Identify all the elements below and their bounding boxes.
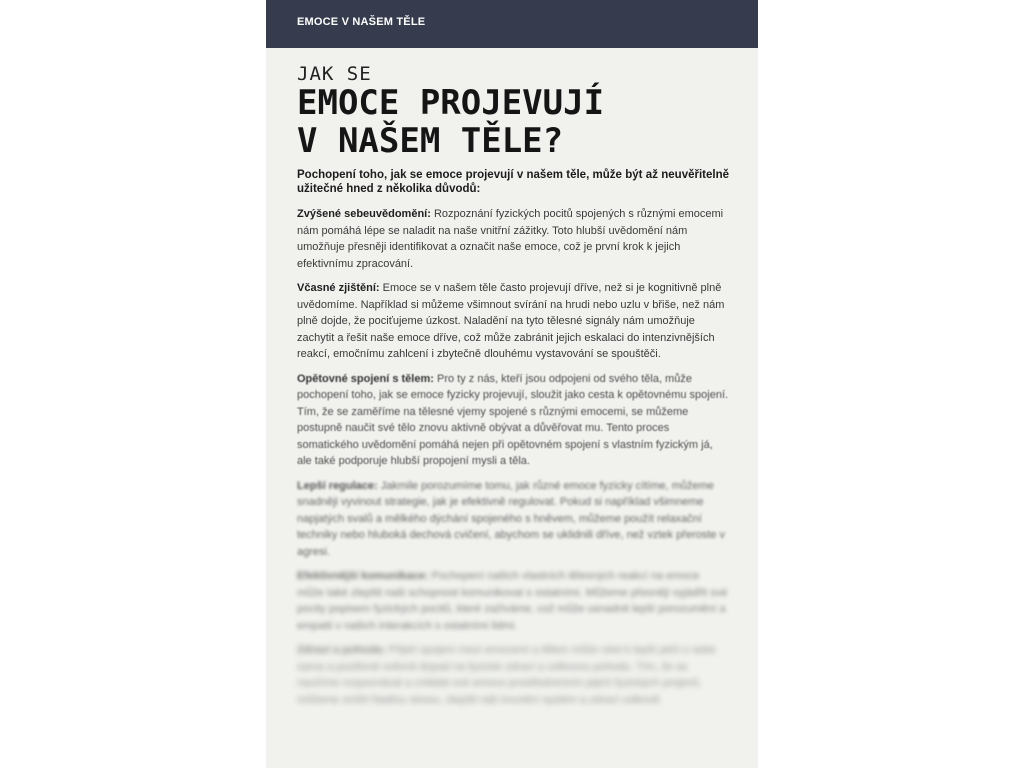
title-line-2: V NAŠEM TĚLE? bbox=[297, 121, 564, 161]
section-text: Rozpoznání fyzických pocitů spojených s různými emocemi nám pomáhá lépe se naladit na naše vnitřní zážitky. Toto hlubší uvědomění nám umožňuje přesněji identifikovat a označit naše emoce, což je první krok k jejich efektivnímu zpracování. bbox=[297, 208, 724, 270]
section-text: Pochopení našich vlastních tělesných reakcí na emoce může také zlepšit naši schopnost komunikovat s ostatními. Můžeme přesněji vyjádřit své pocity popisem fyzických pocitů, které zažíváme, což může usnadnit lepší porozumění a empatii v našich interakcích s ostatními lidmi. bbox=[297, 570, 728, 632]
header-bar bbox=[266, 0, 758, 48]
intro-paragraph: Pochopení toho, jak se emoce projevují v našem těle, může být až neuvěřitelně užitečné hned z několika důvodů: bbox=[297, 169, 729, 195]
section-text: Pro ty z nás, kteří jsou odpojeni od svého těla, může pochopení toho, jak se emoce fyzicky projevují, sloužit jako cesta k opětovnému spojení. Tím, že se zaměříme na tělesné vjemy spojené s různými emocemi, se můžeme postupně naučit své tělo znovu aktivně obývat a důvěřovat mu. Tento proces somatického uvědomění pomáhá nejen při opětovném spojení s vlastním fyzickým já, ale také podporuje hlubší propojení mysli a těla. bbox=[297, 372, 729, 467]
article bbox=[297, 62, 729, 716]
section-wellbeing bbox=[297, 642, 729, 708]
title-line-1: EMOCE PROJEVUJÍ bbox=[297, 83, 605, 123]
section-self-awareness bbox=[297, 206, 729, 272]
title-kicker: JAK SE bbox=[297, 63, 372, 85]
section-reconnection bbox=[297, 371, 729, 470]
document-page bbox=[266, 0, 758, 768]
section-lead: Zvýšené sebeuvědomění: bbox=[297, 208, 431, 220]
section-text: Emoce se v našem těle často projevují dříve, než si je kognitivně plně uvědomíme. Například si můžeme všimnout svírání na hrudi nebo uzlu v břiše, než nám plně dojde, že pociťujeme úzkost. Naladění na tyto tělesné signály nám umožňuje zachytit a řešit naše emoce dříve, což může zabránit jejich eskalaci do intenzivnějších reakcí, emočnímu zahlcení i zbytečně dlouhému vystavování se spouštěči. bbox=[297, 282, 725, 360]
section-communication bbox=[297, 568, 729, 634]
section-text: Jakmile porozumíme tomu, jak různé emoce fyzicky cítíme, můžeme snadněji vyvinout strategie, jak je efektivně regulovat. Pokud si například všimneme napjatých svalů a mělkého dýchání spojeného s hněvem, můžeme použít relaxační techniky nebo hluboká dechová cvičení, abychom se uklidnili dříve, než vztek přeroste v agresi. bbox=[297, 479, 726, 558]
section-text: Přijetí spojení mezi emocemi a tělem může vést k lepší péči o sebe sama a pozitivně ovlivnit dopad na fyzické zdraví a celkovou pohodu. Tím, že se naučíme rozpoznávat a zvládat své emoce prostřednictvím jejich fyzických projevů, můžeme snížit hladinu stresu, zlepšit náš imunitní systém a zdraví celkově. bbox=[297, 644, 716, 706]
header-label: EMOCE V NAŠEM TĚLE bbox=[297, 16, 426, 28]
section-lead: Včasné zjištění: bbox=[297, 282, 380, 294]
section-regulation bbox=[297, 478, 729, 561]
section-early-detection bbox=[297, 280, 729, 363]
page-title bbox=[297, 84, 729, 160]
section-lead: Opětovné spojení s tělem: bbox=[297, 372, 434, 385]
section-lead: Efektivnější komunikace: bbox=[297, 570, 429, 582]
section-lead: Lepší regulace: bbox=[297, 479, 378, 492]
section-lead: Zdraví a pohoda: bbox=[297, 644, 386, 656]
